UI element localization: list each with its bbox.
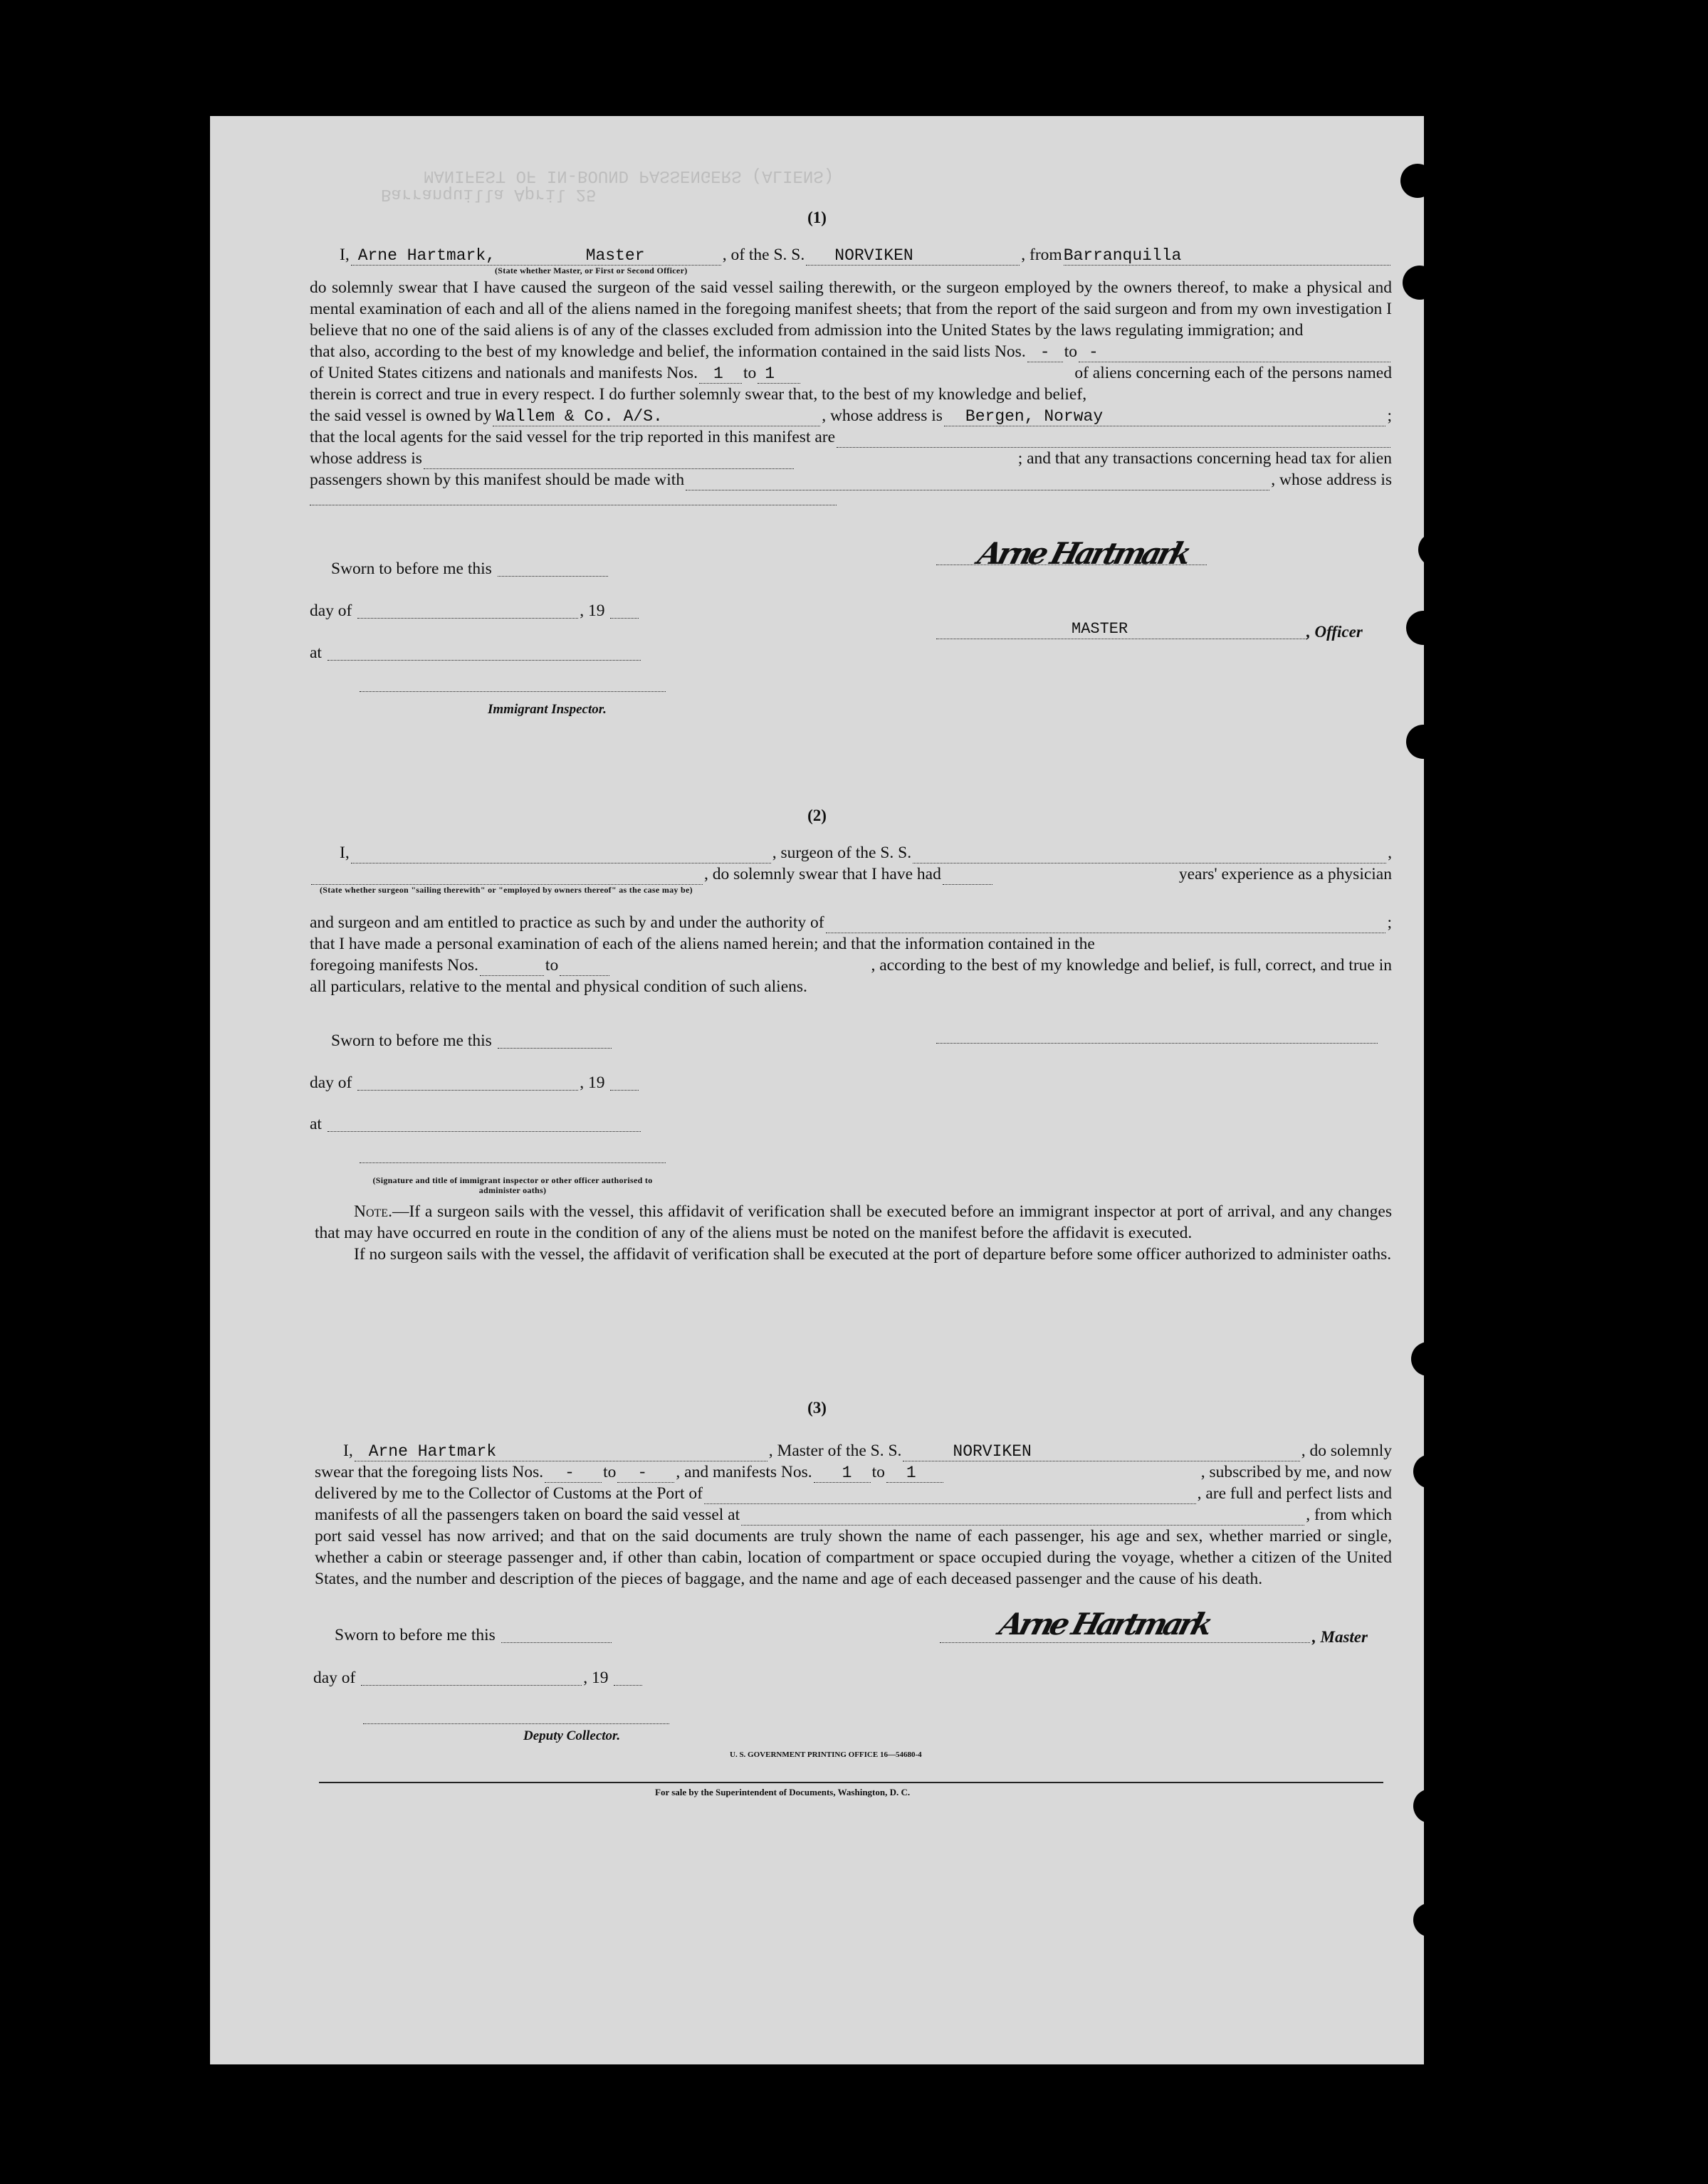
punch-hole xyxy=(1413,1454,1424,1489)
master-name-field: Arne Hartmark, Master xyxy=(351,248,721,266)
section-2-number: (2) xyxy=(807,807,827,824)
manifest-affidavit-page xyxy=(210,116,1424,2064)
at-line-1: at xyxy=(310,643,642,663)
owner-address-field: Bergen, Norway xyxy=(944,409,1386,426)
punch-hole xyxy=(1418,532,1424,567)
punch-hole xyxy=(1411,1342,1424,1376)
officer-label: , Officer xyxy=(1306,623,1363,641)
s3-body: port said vessel has now arrived; and that on the said documents are truly shown the name of each passenger, his age and sex, whether married or single, whether a cabin or steerage passenger and, if other than cabin, location of compartment or space occupied during the voyage, whether a citizen of the United States, and the number and description of the pieces of baggage, and the name and age of each deceased passenger and the cause of his death. xyxy=(315,1527,1392,1588)
gpo-imprint: U. S. GOVERNMENT PRINTING OFFICE 16—54680-4 xyxy=(730,1750,922,1759)
s1-line-1: I, Arne Hartmark, Master , of the S. S. NORVIKEN , from Barranquilla xyxy=(310,244,1392,266)
day-of-line-3: day of , 19 xyxy=(313,1668,644,1688)
at-line-2: at xyxy=(310,1114,642,1134)
deputy-collector-label: Deputy Collector. xyxy=(523,1728,621,1743)
punch-hole xyxy=(1413,1789,1424,1823)
role-note: (State whether Master, or First or Second Officer) xyxy=(495,266,688,275)
vessel-name-field: NORVIKEN xyxy=(806,248,1020,266)
section-1: I, Arne Hartmark, Master , of the S. S. NORVIKEN , from Barranquilla (State whether Master, or First or Second Officer) do solemnly swear that I have caused the surgeon of the said vessel sailing therewith, or the surgeon employed by the owners thereof, to make a physical and mental examination of each and all of the aliens named in the foregoing manifest sheets; that from the report of the said surgeon and from my own investigation I believe that no one of the said aliens is of any of the classes excluded from admission into the United States by the laws regulating immigration; and that also, according to the best of my knowledge and belief, the information contained in the said lists Nos. - to - of United States citizens and nationals and manifests Nos. 1 to 1 of aliens concerning each of the persons named therein is correct and true in every respect. I do further solemnly swear that, to the best of my knowledge and belief, the said vessel is owned by Wallem & Co. A/S. , whose address is Bergen, Norway ; that the local agents for the said vessel for the trip reported in this manifest are whose address is ; and that any transactions concerning head tax for alien passengers shown by this manifest should be made with , whose address is xyxy=(310,244,1392,505)
sworn-line-3: Sworn to before me this xyxy=(335,1625,613,1645)
officer-line: MASTER xyxy=(935,621,1305,641)
punch-hole xyxy=(1413,1903,1424,1937)
immigrant-inspector-label: Immigrant Inspector. xyxy=(488,702,607,717)
punch-hole xyxy=(1403,266,1424,300)
sworn-line-1: Sworn to before me this xyxy=(331,559,609,579)
sworn-line-2: Sworn to before me this xyxy=(331,1031,613,1051)
punch-hole xyxy=(1406,725,1424,759)
master-label: , Master xyxy=(1312,1628,1368,1646)
signature-title-note: (Signature and title of immigrant inspector or other officer authorised to administer oaths) xyxy=(372,1175,653,1195)
surgeon-note: (State whether surgeon "sailing therewith" or "employed by owners thereof" as the case may be) xyxy=(320,885,693,895)
section-3-number: (3) xyxy=(807,1399,827,1417)
footer-rule xyxy=(319,1782,1383,1783)
departure-port-field: Barranquilla xyxy=(1064,248,1390,266)
section-2: I, , surgeon of the S. S. , , do solemnly swear that I have had years' experience as a physician (State whether surgeon "sailing therewith" or "employed by owners thereof" as the case may be) and surgeon and am entitled to practice as such by and under the authority of ; that I have made a personal examination of each of the aliens named herein; and that the information contained in the foregoing manifests Nos. to , according to the best of my knowledge and belief, is full, correct, and true in all particulars, relative to the mental and physical condition of such aliens. xyxy=(310,844,1392,996)
day-of-line-1: day of , 19 xyxy=(310,601,640,621)
master-signature-3: Arne Hartmark xyxy=(995,1607,1214,1642)
punch-hole xyxy=(1406,611,1424,645)
s1-body: do solemnly swear that I have caused the surgeon of the said vessel sailing therewith, or the surgeon employed by the owners thereof, to make a physical and mental examination of each and all of the aliens named in the foregoing manifest sheets; that from the report of the said surgeon and from my own investigation I believe that no one of the said aliens is of any of the classes excluded from admission into the United States by the laws regulating immigration; and xyxy=(310,278,1392,340)
sale-notice: For sale by the Superintendent of Documents, Washington, D. C. xyxy=(655,1787,911,1797)
bleed-through-text: Barranquilla April 25 xyxy=(381,184,597,204)
punch-hole xyxy=(1400,164,1424,198)
master-signature-1: Arne Hartmark xyxy=(974,536,1193,571)
section-1-number: (1) xyxy=(807,209,827,226)
bleed-through-text: MANIFEST OF IN-BOUND PASSENGERS (ALIENS) xyxy=(424,166,834,185)
section-3: I, Arne Hartmark , Master of the S. S. NORVIKEN , do solemnly swear that the foregoing lists Nos. - to - , and manifests Nos. 1 to 1 , subscribed by me, and now delivered by me to the Collector of Customs at the Port of , are full and perfect lists and manifests of all the passengers taken on board the said vessel at , from which port said vessel has now arrived; and that on the said documents are truly shown the name of each passenger, his age and sex, whether married or single, whether a cabin or steerage passenger and, if other than cabin, location of compartment or space occupied during the voyage, whether a citizen of the United States, and the number and description of the pieces of baggage, and the name and age of each deceased passenger and the cause of his death. xyxy=(315,1442,1392,1588)
day-of-line-2: day of , 19 xyxy=(310,1073,640,1093)
owner-field: Wallem & Co. A/S. xyxy=(493,409,820,426)
note-block: Note.—If a surgeon sails with the vessel, this affidavit of verification shall be executed before an immigrant inspector at port of arrival, and any changes that may have occurred en route in the condition of any of the aliens must be noted on the manifest before the affidavit is executed. If no surgeon sails with the vessel, the affidavit of verification shall be executed at the port of departure before some officer authorized to administer oaths. xyxy=(315,1202,1392,1264)
master-name-field-3: Arne Hartmark xyxy=(355,1444,767,1461)
